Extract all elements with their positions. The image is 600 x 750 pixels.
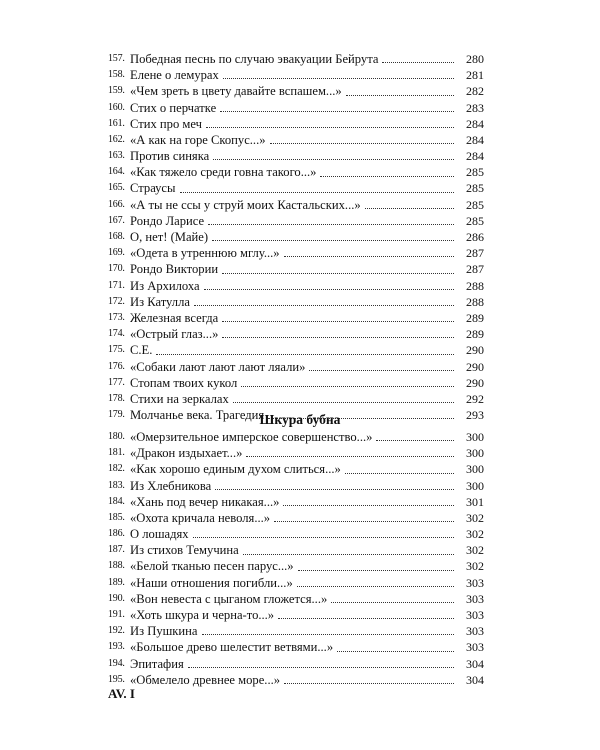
entry-page-number: 284 bbox=[466, 132, 484, 147]
entry-number: 173. bbox=[108, 311, 125, 323]
toc-entry bbox=[108, 310, 484, 326]
toc-entry bbox=[108, 575, 484, 591]
entry-title: Елене о лемурах bbox=[130, 68, 219, 83]
dot-leader bbox=[309, 370, 454, 371]
entry-title: «Большое древо шелестит ветвями...» bbox=[130, 640, 334, 655]
entry-title: Из Архилоха bbox=[130, 278, 200, 293]
dot-leader bbox=[206, 127, 454, 128]
toc-entry bbox=[108, 245, 484, 261]
entry-number: 165. bbox=[108, 182, 125, 194]
entry-title: Стих про меч bbox=[130, 116, 202, 131]
entry-title: «А ты не ссы у струй моих Кастальских...» bbox=[130, 197, 361, 212]
entry-page-number: 289 bbox=[466, 327, 484, 342]
entry-page-number: 290 bbox=[466, 359, 484, 374]
entry-number: 168. bbox=[108, 231, 125, 243]
entry-title: «Острый глаз...» bbox=[130, 327, 219, 342]
toc-entry bbox=[108, 213, 484, 229]
entry-page-number: 287 bbox=[466, 262, 484, 277]
entry-title: Из Катулла bbox=[130, 294, 190, 309]
dot-leader bbox=[156, 354, 454, 355]
toc-entry bbox=[108, 494, 484, 510]
dot-leader bbox=[284, 683, 454, 684]
dot-leader bbox=[194, 305, 454, 306]
entry-page-number: 300 bbox=[466, 446, 484, 461]
dot-leader bbox=[320, 176, 454, 177]
entry-title: «Одета в утреннюю мглу...» bbox=[130, 246, 280, 261]
dot-leader bbox=[274, 521, 454, 522]
entry-number: 161. bbox=[108, 117, 125, 129]
toc-entry bbox=[108, 639, 484, 655]
entry-title: «Охота кричала неволя...» bbox=[130, 510, 271, 525]
entry-title: «Чем зреть в цвету давайте вспашем...» bbox=[130, 84, 342, 99]
toc-entry bbox=[108, 197, 484, 213]
entry-title: «Наши отношения погибли...» bbox=[130, 575, 293, 590]
toc-list-part1 bbox=[108, 51, 484, 423]
dot-leader bbox=[297, 586, 454, 587]
entry-page-number: 303 bbox=[466, 640, 484, 655]
entry-title: Против синяка bbox=[130, 149, 210, 164]
entry-number: 182. bbox=[108, 463, 125, 475]
entry-number: 179. bbox=[108, 409, 125, 421]
entry-title: «Вон невеста с цыганом гложется...» bbox=[130, 591, 328, 606]
dot-leader bbox=[233, 402, 454, 403]
entry-title: «Хоть шкура и черна-то...» bbox=[130, 608, 275, 623]
entry-number: 187. bbox=[108, 544, 125, 556]
entry-title: Железная всегда bbox=[130, 310, 219, 325]
section-title: Шкура бубна bbox=[259, 412, 341, 427]
toc-entry bbox=[108, 83, 484, 99]
entry-title: «Собаки лают лают лают ляали» bbox=[130, 359, 306, 374]
dot-leader bbox=[365, 208, 454, 209]
toc-entry bbox=[108, 375, 484, 391]
entry-page-number: 301 bbox=[466, 494, 484, 509]
dot-leader bbox=[222, 321, 454, 322]
entry-page-number: 284 bbox=[466, 149, 484, 164]
entry-number: 158. bbox=[108, 69, 125, 81]
entry-page-number: 289 bbox=[466, 310, 484, 325]
entry-title: Стопам твоих кукол bbox=[130, 375, 238, 390]
dot-leader bbox=[278, 618, 454, 619]
entry-page-number: 285 bbox=[466, 165, 484, 180]
toc-entry bbox=[108, 510, 484, 526]
dot-leader bbox=[208, 224, 454, 225]
entry-number: 177. bbox=[108, 376, 125, 388]
entry-page-number: 280 bbox=[466, 51, 484, 66]
entry-title: О, нет! (Майе) bbox=[130, 230, 209, 245]
dot-leader bbox=[215, 489, 454, 490]
entry-number: 190. bbox=[108, 592, 125, 604]
entry-page-number: 284 bbox=[466, 116, 484, 131]
entry-number: 195. bbox=[108, 673, 125, 685]
dot-leader bbox=[241, 386, 454, 387]
toc-entry bbox=[108, 181, 484, 197]
entry-number: 157. bbox=[108, 52, 125, 64]
entry-title: «Дракон издыхает...» bbox=[130, 446, 243, 461]
toc-entry bbox=[108, 478, 484, 494]
toc-entry bbox=[108, 164, 484, 180]
dot-leader bbox=[337, 651, 454, 652]
toc-entry bbox=[108, 445, 484, 461]
toc-entry bbox=[108, 229, 484, 245]
dot-leader bbox=[331, 602, 454, 603]
entry-page-number: 285 bbox=[466, 197, 484, 212]
entry-number: 171. bbox=[108, 279, 125, 291]
entry-title: «Как тяжело среди говна такого...» bbox=[130, 165, 317, 180]
entry-page-number: 281 bbox=[466, 68, 484, 83]
entry-page-number: 300 bbox=[466, 478, 484, 493]
entry-number: 178. bbox=[108, 392, 125, 404]
dot-leader bbox=[220, 111, 454, 112]
entry-title: Из Хлебникова bbox=[130, 478, 212, 493]
toc-entry bbox=[108, 67, 484, 83]
entry-title: «Хань под вечер никакая...» bbox=[130, 494, 280, 509]
entry-page-number: 285 bbox=[466, 213, 484, 228]
entry-page-number: 300 bbox=[466, 429, 484, 444]
entry-number: 181. bbox=[108, 447, 125, 459]
toc-entry bbox=[108, 623, 484, 639]
entry-number: 163. bbox=[108, 150, 125, 162]
entry-page-number: 302 bbox=[466, 559, 484, 574]
dot-leader bbox=[222, 273, 454, 274]
entry-number: 169. bbox=[108, 247, 125, 259]
entry-number: 172. bbox=[108, 295, 125, 307]
entry-title: Рондо Ларисе bbox=[130, 213, 205, 228]
toc-entry bbox=[108, 429, 484, 445]
dot-leader bbox=[270, 143, 454, 144]
entry-page-number: 283 bbox=[466, 100, 484, 115]
entry-number: 176. bbox=[108, 360, 125, 372]
dot-leader bbox=[202, 634, 455, 635]
toc-entry bbox=[108, 591, 484, 607]
entry-title: «Как хорошо единым духом слиться...» bbox=[130, 462, 341, 477]
entry-number: 162. bbox=[108, 133, 125, 145]
toc-entry bbox=[108, 559, 484, 575]
entry-number: 189. bbox=[108, 576, 125, 588]
entry-number: 188. bbox=[108, 560, 125, 572]
dot-leader bbox=[345, 473, 454, 474]
entry-number: 193. bbox=[108, 641, 125, 653]
entry-number: 170. bbox=[108, 263, 125, 275]
entry-title: Эпитафия bbox=[130, 656, 184, 671]
dot-leader bbox=[180, 192, 455, 193]
toc-entry bbox=[108, 342, 484, 358]
entry-number: 185. bbox=[108, 511, 125, 523]
entry-number: 191. bbox=[108, 609, 125, 621]
dot-leader bbox=[376, 440, 454, 441]
entry-title: С.Е. bbox=[130, 343, 153, 358]
entry-title: О лошадях bbox=[130, 527, 189, 542]
entry-title: «Белой тканью песен парус...» bbox=[130, 559, 294, 574]
entry-page-number: 302 bbox=[466, 510, 484, 525]
toc-entry bbox=[108, 672, 484, 688]
dot-leader bbox=[213, 159, 454, 160]
toc-entry bbox=[108, 148, 484, 164]
entry-page-number: 288 bbox=[466, 294, 484, 309]
entry-page-number: 288 bbox=[466, 278, 484, 293]
entry-title: «Обмелело древнее море...» bbox=[130, 672, 281, 687]
entry-number: 160. bbox=[108, 101, 125, 113]
entry-number: 194. bbox=[108, 657, 125, 669]
entry-page-number: 303 bbox=[466, 591, 484, 606]
toc-entry bbox=[108, 391, 484, 407]
entry-number: 183. bbox=[108, 479, 125, 491]
entry-number: 167. bbox=[108, 214, 125, 226]
dot-leader bbox=[212, 240, 454, 241]
entry-page-number: 303 bbox=[466, 624, 484, 639]
dot-leader bbox=[346, 95, 454, 96]
toc-entry bbox=[108, 656, 484, 672]
entry-page-number: 304 bbox=[466, 656, 484, 671]
entry-title: Из стихов Темучина bbox=[130, 543, 239, 558]
entry-page-number: 293 bbox=[466, 408, 484, 423]
entry-title: Из Пушкина bbox=[130, 624, 198, 639]
entry-title: Рондо Виктории bbox=[130, 262, 219, 277]
toc-entry bbox=[108, 294, 484, 310]
dot-leader bbox=[204, 289, 454, 290]
entry-number: 174. bbox=[108, 328, 125, 340]
entry-number: 184. bbox=[108, 495, 125, 507]
dot-leader bbox=[382, 62, 454, 63]
entry-number: 175. bbox=[108, 344, 125, 356]
entry-title: Стих о перчатке bbox=[130, 100, 217, 115]
entry-number: 166. bbox=[108, 198, 125, 210]
entry-title: Страусы bbox=[130, 181, 176, 196]
entry-page-number: 300 bbox=[466, 462, 484, 477]
entry-page-number: 287 bbox=[466, 246, 484, 261]
entry-number: 159. bbox=[108, 85, 125, 97]
dot-leader bbox=[193, 537, 454, 538]
toc-entry bbox=[108, 51, 484, 67]
signature-mark: AV. I bbox=[108, 686, 135, 701]
entry-page-number: 285 bbox=[466, 181, 484, 196]
entry-page-number: 304 bbox=[466, 672, 484, 687]
toc-entry bbox=[108, 326, 484, 342]
toc-entry bbox=[108, 526, 484, 542]
entry-page-number: 302 bbox=[466, 527, 484, 542]
entry-number: 164. bbox=[108, 166, 125, 178]
toc-entry bbox=[108, 116, 484, 132]
dot-leader bbox=[246, 456, 454, 457]
toc-entry bbox=[108, 132, 484, 148]
entry-page-number: 282 bbox=[466, 84, 484, 99]
entry-title: Молчанье века. Трагедия bbox=[130, 408, 265, 423]
dot-leader bbox=[298, 570, 454, 571]
toc-entry bbox=[108, 607, 484, 623]
toc-entry bbox=[108, 261, 484, 277]
dot-leader bbox=[223, 78, 454, 79]
dot-leader bbox=[188, 667, 454, 668]
toc-entry bbox=[108, 359, 484, 375]
entry-page-number: 303 bbox=[466, 608, 484, 623]
dot-leader bbox=[284, 256, 454, 257]
dot-leader bbox=[283, 505, 454, 506]
entry-page-number: 302 bbox=[466, 543, 484, 558]
entry-page-number: 290 bbox=[466, 375, 484, 390]
entry-page-number: 286 bbox=[466, 230, 484, 245]
dot-leader bbox=[222, 337, 454, 338]
entry-title: Победная песнь по случаю эвакуации Бейрута bbox=[130, 51, 379, 66]
entry-number: 180. bbox=[108, 430, 125, 442]
entry-page-number: 290 bbox=[466, 343, 484, 358]
entry-number: 186. bbox=[108, 528, 125, 540]
toc-entry bbox=[108, 278, 484, 294]
toc-entry bbox=[108, 461, 484, 477]
entry-title: «Омерзительное имперское совершенство...» bbox=[130, 429, 373, 444]
entry-title: Стихи на зеркалах bbox=[130, 391, 229, 406]
entry-title: «А как на горе Скопус...» bbox=[130, 132, 266, 147]
entry-number: 192. bbox=[108, 625, 125, 637]
dot-leader bbox=[243, 554, 454, 555]
toc-entry bbox=[108, 542, 484, 558]
entry-page-number: 303 bbox=[466, 575, 484, 590]
toc-list-part2 bbox=[108, 429, 484, 688]
entry-page-number: 292 bbox=[466, 391, 484, 406]
toc-entry bbox=[108, 100, 484, 116]
